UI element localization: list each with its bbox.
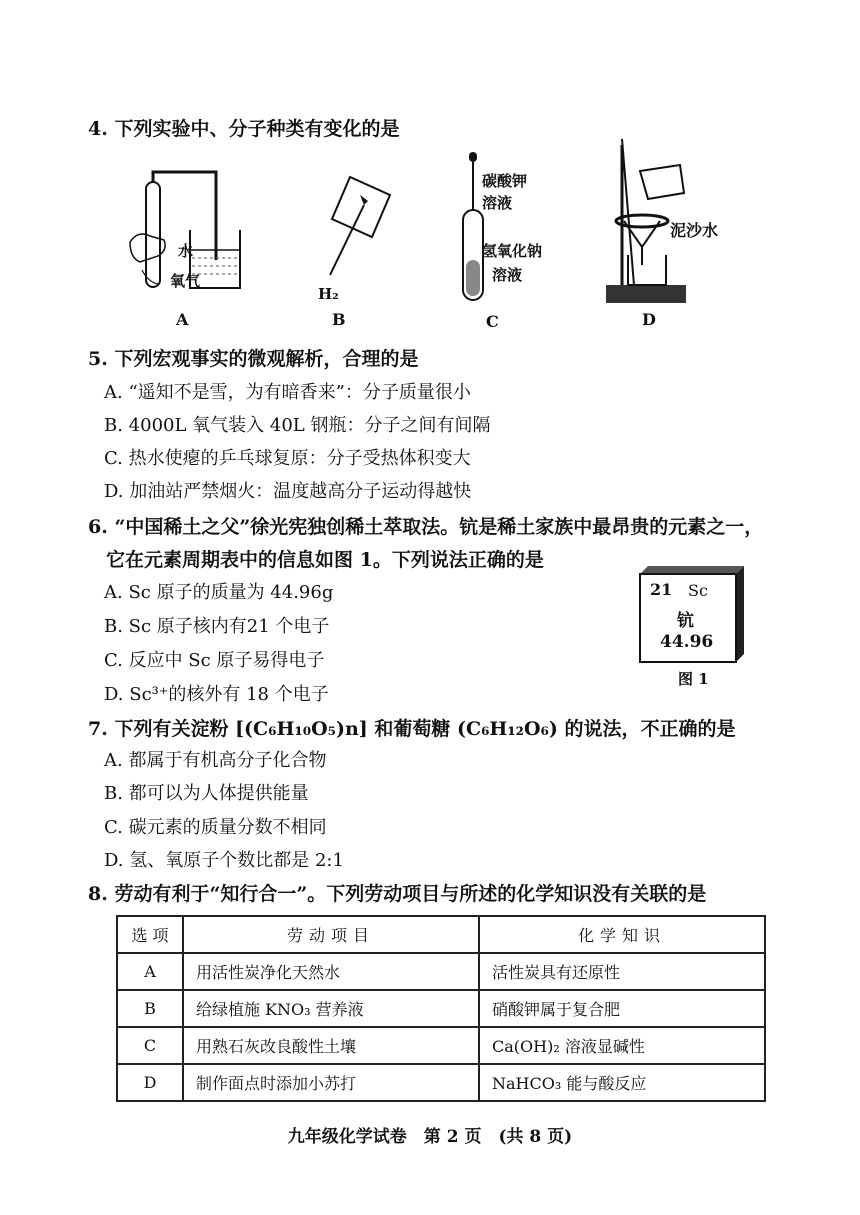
- caption-b: B: [332, 310, 346, 329]
- q5-option-b: B. 4000L 氧气装入 40L 钢瓶：分子之间有间隔: [104, 415, 491, 436]
- q4-stem: 4. 下列实验中、分子种类有变化的是: [88, 118, 400, 140]
- label-k2co3-solution: 溶液: [482, 194, 513, 212]
- q8-table: [116, 915, 766, 1102]
- label-h2: H₂: [318, 285, 339, 303]
- q5-option-c: C. 热水使瘪的乒乓球复原：分子受热体积变大: [104, 448, 471, 469]
- row-knowledge: NaHCO₃ 能与酸反应: [479, 1064, 765, 1101]
- table-row: [117, 990, 765, 1027]
- table-row: [117, 1027, 765, 1064]
- q6-option-d: D. Sc³⁺的核外有 18 个电子: [104, 684, 329, 705]
- label-k2co3: 碳酸钾: [482, 172, 528, 190]
- q7-option-a: A. 都属于有机高分子化合物: [104, 750, 327, 771]
- element-card-caption: 图 1: [678, 670, 709, 688]
- row-labor: 用活性炭净化天然水: [183, 953, 479, 990]
- q6-option-b: B. Sc 原子核内有21 个电子: [104, 616, 330, 637]
- row-labor: 用熟石灰改良酸性土壤: [183, 1027, 479, 1064]
- caption-a: A: [176, 310, 189, 329]
- row-labor: 给绿植施 KNO₃ 营养液: [183, 990, 479, 1027]
- q5-stem: 5. 下列宏观事实的微观解析，合理的是: [88, 348, 419, 370]
- element-mass: 44.96: [660, 632, 714, 652]
- caption-c: C: [486, 312, 499, 331]
- row-option: C: [117, 1027, 183, 1064]
- label-naoh: 氢氧化钠: [482, 242, 543, 260]
- q6-stem-line1: 6. “中国稀土之父”徐光宪独创稀土萃取法。钪是稀土家族中最昂贵的元素之一，: [88, 516, 764, 538]
- q6-option-c: C. 反应中 Sc 原子易得电子: [104, 650, 325, 671]
- element-number: 21: [650, 580, 673, 599]
- q8-stem: 8. 劳动有利于“知行合一”。下列劳动项目与所述的化学知识没有关联的是: [88, 883, 707, 905]
- q7-option-c: C. 碳元素的质量分数不相同: [104, 817, 327, 838]
- table-row: [117, 1064, 765, 1101]
- q7-option-d: D. 氢、氧原子个数比都是 2:1: [104, 850, 344, 871]
- q6-stem-line2: 它在元素周期表中的信息如图 1。下列说法正确的是: [106, 549, 544, 571]
- row-knowledge: 活性炭具有还原性: [479, 953, 765, 990]
- q7-option-b: B. 都可以为人体提供能量: [104, 783, 309, 804]
- page-footer: 九年级化学试卷 第 2 页 (共 8 页): [287, 1127, 573, 1147]
- header-labor: 劳动项目: [183, 916, 479, 953]
- figure-b-apparatus: [310, 175, 400, 295]
- table-row: [117, 953, 765, 990]
- row-labor: 制作面点时添加小苏打: [183, 1064, 479, 1101]
- element-symbol: Sc: [688, 581, 708, 600]
- row-option: A: [117, 953, 183, 990]
- row-knowledge: Ca(OH)₂ 溶液显碱性: [479, 1027, 765, 1064]
- label-water: 水: [178, 242, 194, 260]
- table-header-row: [117, 916, 765, 953]
- row-option: B: [117, 990, 183, 1027]
- label-oxygen: 氧气: [170, 272, 201, 290]
- q6-option-a: A. Sc 原子的质量为 44.96g: [104, 582, 334, 603]
- element-name: 钪: [677, 611, 694, 631]
- q7-stem: 7. 下列有关淀粉 [(C₆H₁₀O₅)n] 和葡萄糖 (C₆H₁₂O₆) 的说法，不正确的是: [88, 718, 736, 740]
- header-knowledge: 化学知识: [479, 916, 765, 953]
- header-option: 选 项: [117, 916, 183, 953]
- label-naoh-solution: 溶液: [492, 266, 523, 284]
- label-muddy-water: 泥沙水: [670, 221, 719, 240]
- q5-option-d: D. 加油站严禁烟火：温度越高分子运动得越快: [104, 481, 472, 502]
- row-knowledge: 硝酸钾属于复合肥: [479, 990, 765, 1027]
- q5-option-a: A. “遥知不是雪，为有暗香来”：分子质量很小: [104, 382, 471, 403]
- caption-d: D: [642, 310, 656, 329]
- row-option: D: [117, 1064, 183, 1101]
